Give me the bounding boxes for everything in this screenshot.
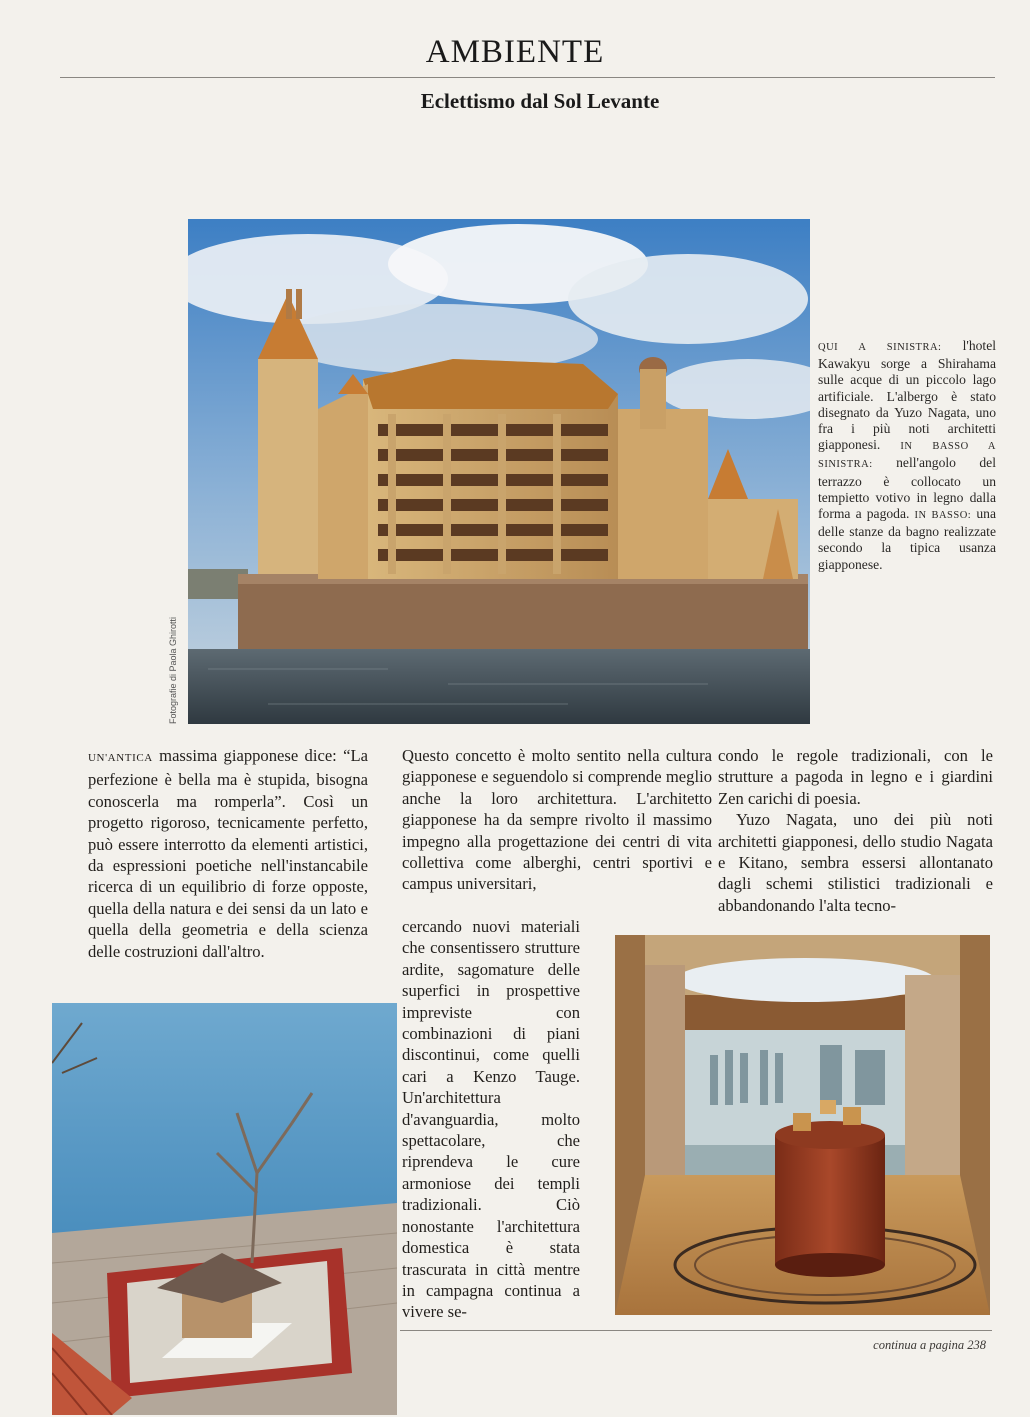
header-rule xyxy=(60,77,995,78)
photo-caption xyxy=(818,338,996,573)
shrine-terrace-photo xyxy=(52,1003,397,1415)
paragraph: cercando nuovi materiali che consentissero strutture ardite, sagomature delle superfici in prospettive impreviste con combinazioni di piani discontinui, come quelli cari a Kenzo Tauge. Un'architettura d'avanguardia, molto spettacolare, che riprendeva le cure armoniose dei templi tradizionali. Ciò nonostante l'architettura domestica è stata trascurata in città mentre in campagna continua a vivere se- xyxy=(402,917,580,1322)
paragraph: condo le regole tradizionali, con le strutture a pagoda in legno e i giardini Zen carichi di poesia. xyxy=(718,746,993,808)
article-title: Eclettismo dal Sol Levante xyxy=(420,89,660,113)
paragraph: massima giapponese dice: “La perfezione è bella ma è stupida, bisogna conoscerla ma romperla”. Così un progetto rigoroso, tecnicamente perfetto, può essere interrotto da elementi artistici, da espressioni poetiche nell'instancabile ricerca di un equilibrio di forze opposte, quella della natura e dei sensi da un lato e quella della geometria e della scienza delle costruzioni dall'altro. xyxy=(88,746,368,961)
paragraph: Yuzo Nagata, uno dei più noti architetti giapponesi, dello studio Nagata e Kitano, sembra essersi allontanato dagli schemi stilistici tradizionali e abbandonando l'alta tecno- xyxy=(718,810,993,915)
paragraph: Questo concetto è molto sentito nella cultura giapponese e seguendolo si comprende meglio anche la loro architettura. L'architetto giapponese ha da sempre rivolto il massimo impegno alla progettazione dei centri di vita collettiva come alberghi, centri sportivi e campus universitari, xyxy=(402,746,712,894)
body-column-3 xyxy=(718,745,993,916)
body-column-2-narrow xyxy=(402,916,580,1323)
caption-lead: IN BASSO: xyxy=(914,510,972,522)
continue-note: continua a pagina 238 xyxy=(873,1338,986,1352)
bathroom-photo xyxy=(615,935,990,1315)
caption-lead: QUI A SINISTRA: xyxy=(818,342,942,353)
caption-text: una delle stanze da bagno realizzate secondo la tipica usanza giapponese. xyxy=(818,506,996,572)
body-column-2 xyxy=(402,745,712,895)
footer-rule xyxy=(400,1330,992,1331)
hotel-kawakyu-photo xyxy=(188,219,810,724)
caption-text: l'hotel Kawakyu sorge a Shirahama sulle acque di un piccolo lago artificiale. L'albergo è stato disegnato da Yuzo Nagata, uno fra i più noti architetti giapponesi. xyxy=(818,338,996,453)
caption-lead: IN BASSO A SINISTRA: xyxy=(818,441,996,471)
caption-text: nell'angolo del terrazzo è collocato un tempietto votivo in legno dalla forma a pagoda. xyxy=(818,455,996,522)
section-title: AMBIENTE xyxy=(425,34,605,70)
body-column-1 xyxy=(88,745,368,962)
photo-credit: Fotografie di Paola Ghirotti xyxy=(168,616,178,724)
lead-in: UN'ANTICA xyxy=(88,752,153,764)
